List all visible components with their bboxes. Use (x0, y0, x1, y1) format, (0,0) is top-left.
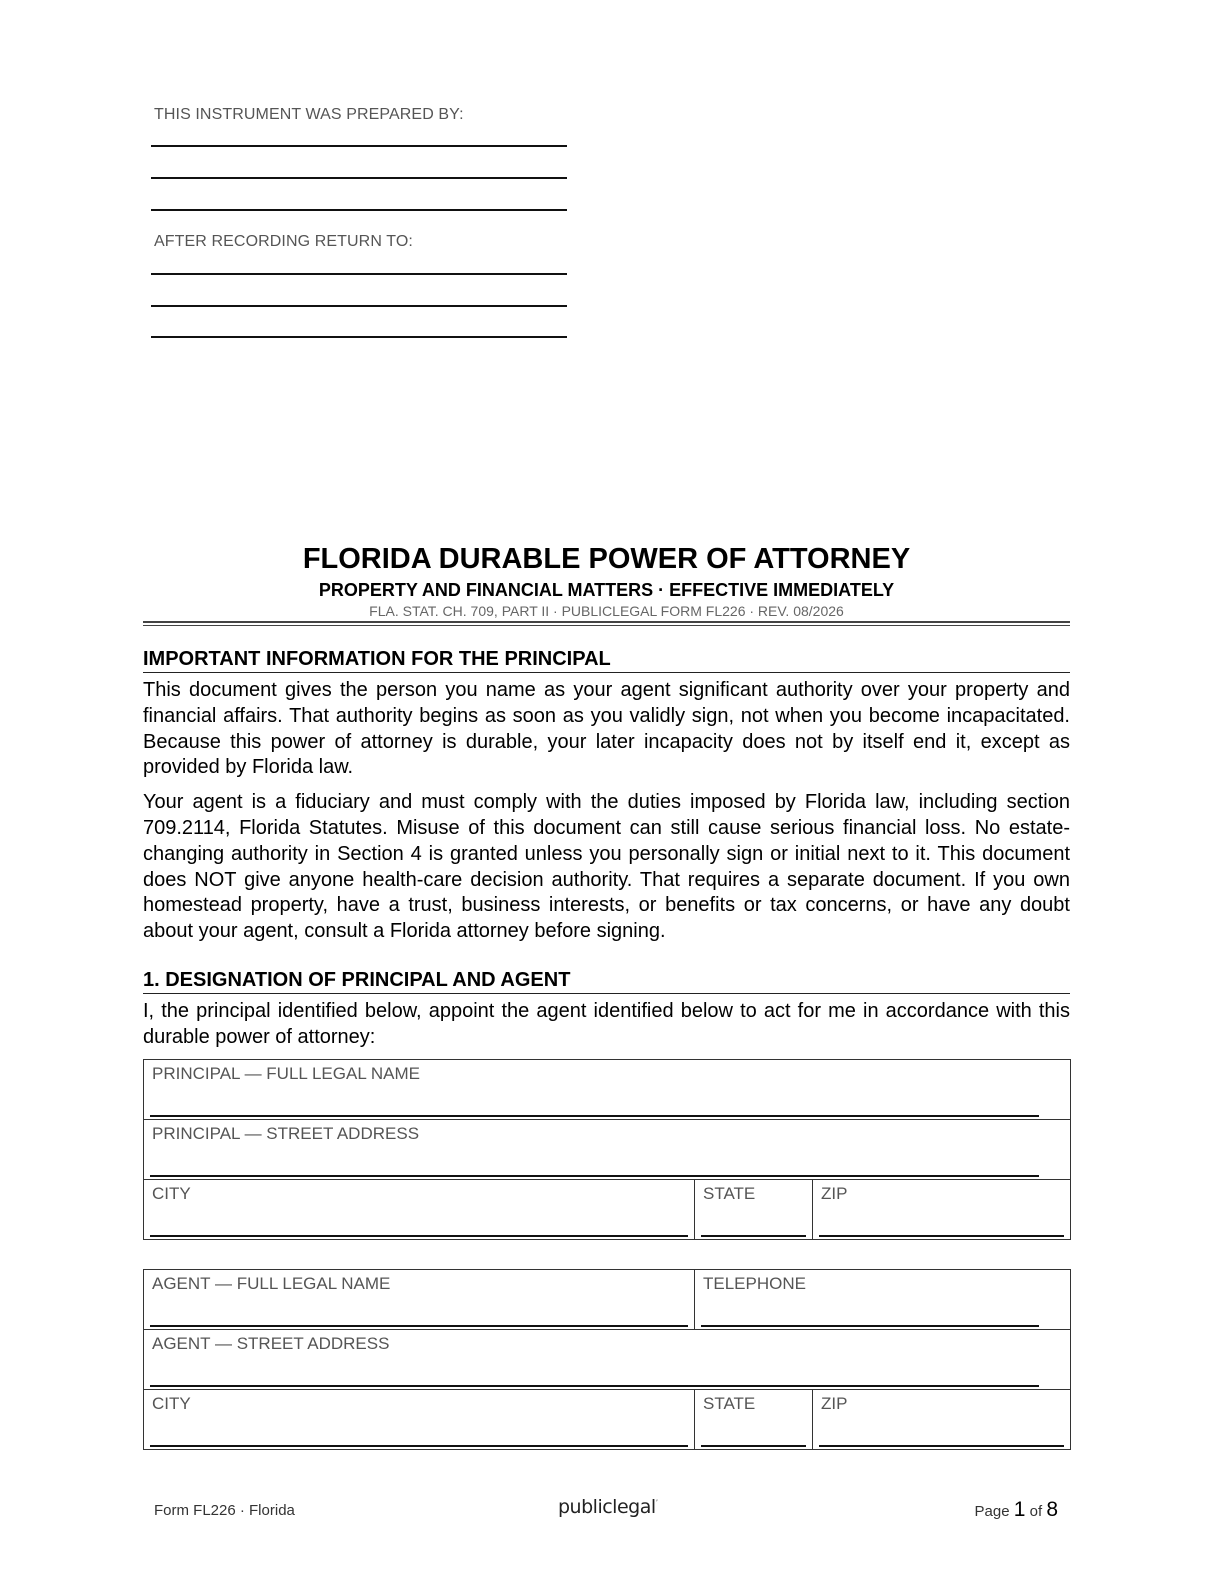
main-content (143, 646, 1070, 1450)
of-word: of (1029, 1503, 1043, 1520)
principal-address-label: PRINCIPAL — STREET ADDRESS (152, 1123, 420, 1143)
return-to-block (154, 233, 568, 338)
principal-name-field[interactable] (144, 1059, 1071, 1119)
agent-zip-field[interactable] (813, 1389, 1071, 1449)
document-title: FLORIDA DURABLE POWER OF ATTORNEY (302, 543, 911, 575)
page-current: 1 (1013, 1498, 1026, 1521)
principal-state-line[interactable] (701, 1235, 806, 1237)
prepared-by-line-3[interactable] (151, 209, 567, 211)
principal-city-line[interactable] (150, 1235, 688, 1237)
agent-address-field[interactable] (144, 1329, 1071, 1389)
agent-telephone-field[interactable] (695, 1269, 1071, 1329)
agent-city-label: CITY (152, 1393, 191, 1413)
principal-state-label: STATE (703, 1183, 756, 1203)
agent-telephone-label: TELEPHONE (703, 1273, 806, 1293)
section-1-intro: I, the principal identified below, appoint the agent identified below to act for me in accordance with this durable power of attorney: (143, 999, 1070, 1048)
principal-zip-field[interactable] (813, 1179, 1071, 1239)
agent-state-line[interactable] (701, 1445, 806, 1447)
prepared-by-block (154, 106, 568, 211)
return-to-line-3[interactable] (151, 336, 567, 338)
principal-city-label: CITY (152, 1183, 191, 1203)
agent-zip-label: ZIP (821, 1393, 848, 1413)
brand-name: publiclegal (558, 1496, 656, 1518)
page-footer (0, 1496, 1224, 1526)
agent-state-label: STATE (703, 1393, 756, 1413)
page-total: 8 (1046, 1498, 1058, 1521)
principal-state-field[interactable] (695, 1179, 813, 1239)
return-to-label: AFTER RECORDING RETURN TO: (154, 233, 413, 250)
agent-zip-line[interactable] (819, 1445, 1064, 1447)
form-id: Form FL226 · Florida (154, 1502, 295, 1519)
agent-address-label: AGENT — STREET ADDRESS (152, 1333, 390, 1353)
agent-name-field[interactable] (144, 1269, 695, 1329)
return-to-line-1[interactable] (151, 273, 567, 275)
principal-name-label: PRINCIPAL — FULL LEGAL NAME (152, 1063, 420, 1083)
agent-name-line[interactable] (150, 1325, 688, 1327)
statute-citation: FLA. STAT. CH. 709, PART II · PUBLICLEGAL FORM FL226 · REV. 08/2026 (369, 603, 844, 619)
principal-info-table (143, 1059, 1071, 1240)
agent-info-table (143, 1269, 1071, 1450)
document-subtitle: PROPERTY AND FINANCIAL MATTERS · EFFECTIVE IMMEDIATELY (318, 580, 895, 600)
important-info-paragraph-1: This document gives the person you name as your agent significant authority over your property and financial affairs. That authority begins as soon as you validly sign, not when you become incapacitated. Because this power of attorney is durable, your later incapacity does not by itself end it, except as provided by Florida law. (143, 679, 1070, 779)
principal-city-field[interactable] (144, 1179, 695, 1239)
prepared-by-line-2[interactable] (151, 177, 567, 179)
return-to-line-2[interactable] (151, 305, 567, 307)
page-number (975, 1498, 1058, 1522)
important-info-paragraph-2: Your agent is a fiduciary and must comply with the duties imposed by Florida law, including section 709.2114, Florida Statutes. Misuse of this document can still cause serious financial loss. No estate-changing authority in Section 4 is granted unless you personally sign or initial next to it. This document does NOT give anyone health-care decision authority. That requires a separate document. If you own homestead property, have a trust, business interests, or benefits or tax concerns, or have any doubt about your agent, consult a Florida attorney before signing. (143, 791, 1070, 943)
agent-name-label: AGENT — FULL LEGAL NAME (152, 1273, 391, 1293)
agent-state-field[interactable] (695, 1389, 813, 1449)
brand-mark: ’ (655, 1498, 658, 1508)
prepared-by-line-1[interactable] (151, 145, 567, 147)
brand-logo (558, 1496, 658, 1518)
agent-city-field[interactable] (144, 1389, 695, 1449)
important-info-heading: IMPORTANT INFORMATION FOR THE PRINCIPAL (143, 646, 1070, 673)
section-1-heading: 1. DESIGNATION OF PRINCIPAL AND AGENT (143, 967, 1070, 994)
prepared-by-label: THIS INSTRUMENT WAS PREPARED BY: (154, 106, 464, 123)
principal-address-field[interactable] (144, 1119, 1071, 1179)
agent-address-line[interactable] (150, 1385, 1039, 1387)
title-divider (143, 621, 1070, 626)
agent-city-line[interactable] (150, 1445, 688, 1447)
agent-telephone-line[interactable] (701, 1325, 1039, 1327)
principal-zip-label: ZIP (821, 1183, 848, 1203)
principal-zip-line[interactable] (819, 1235, 1064, 1237)
title-block (143, 540, 1070, 626)
principal-address-line[interactable] (150, 1175, 1039, 1177)
page-word: Page (974, 1503, 1010, 1520)
principal-name-line[interactable] (150, 1115, 1039, 1117)
